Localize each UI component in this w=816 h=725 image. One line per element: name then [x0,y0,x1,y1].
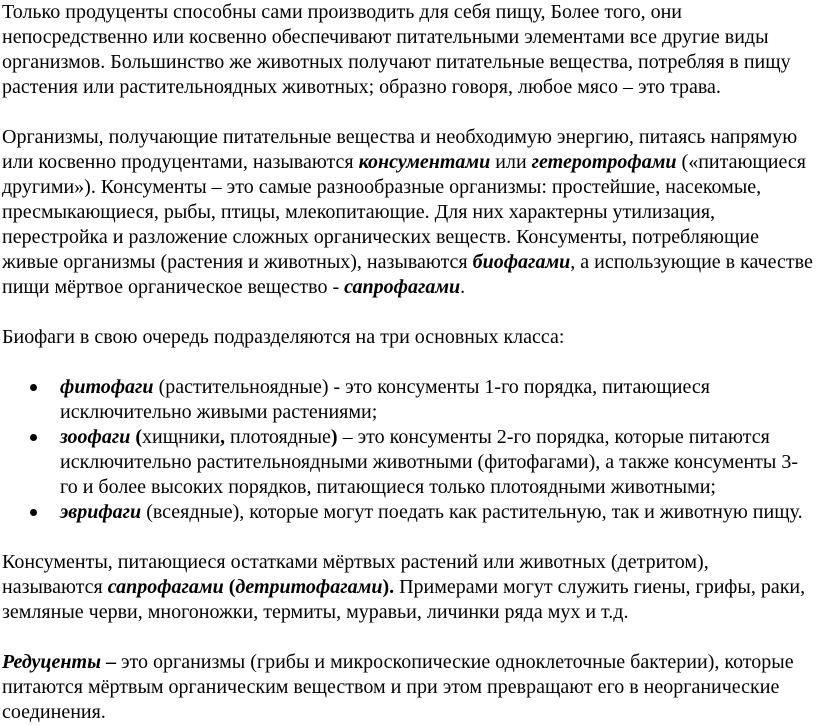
bullet-icon [30,384,37,391]
term-saprofagami: сапрофагами [344,276,461,298]
text-run: плотоядные [229,426,331,448]
text-run: ( [130,426,143,448]
blank-line [2,625,814,650]
text-run: . [460,276,466,298]
term-konsumentami: консументами [358,151,491,173]
text-run: ( [223,576,236,598]
text-run: – это консументы 2-го порядка, которые питаются исключительно растительноядными животными (фитофагами), а также консументы 3-го и более высоких порядков, питающиеся только плотоядными животными; [60,426,799,498]
list-item-evrifagi [2,500,814,525]
text-run: , [219,426,230,448]
paragraph-reducenty [2,650,814,725]
text-run: Организмы, получающие питательные вещества и необходимую энергию, питаясь напрямую или косвенно продуцентами, называются [2,126,798,173]
text-run: – [100,651,116,673]
term-evrifagi: эврифаги [60,501,142,523]
term-biofagami: биофагами [472,251,571,273]
text-run: Биофаги в свою очередь подразделяются на три основных класса: [2,326,565,348]
term-reducenty: Редуценты [2,651,101,673]
blank-line [2,300,814,325]
text-run: (растительноядные) - это консументы 1-го порядка, питающиеся исключительно живыми растениями; [60,376,710,423]
text-run: хищники [142,426,220,448]
text-run: Консументы, питающиеся остатками мёртвых растений или животных (детритом), называются [2,551,709,598]
paragraph-consumers [2,125,814,300]
blank-line [2,100,814,125]
text-run: , а использующие в качестве пищи мёртвое органическое вещество - [2,251,813,298]
text-run: («питающиеся другими»). Консументы – это самые разнообразные организмы: простейшие, насекомые, пресмыкающиеся, рыбы, птицы, млекопитающие. Для них характерны утилизация, перестройка и разложение сложных органических веществ. Консументы, потребляющие живые организмы (растения и животных), называются [2,151,806,273]
blank-line [2,350,814,375]
blank-line [2,525,814,550]
text-run: это организмы (грибы и микроскопические одноклеточные бактерии), которые питаются мёртвым органическим веществом и при этом превращают его в неорганические соединения. [2,651,794,723]
term-fitofagi: фитофаги [60,376,154,398]
biofagi-class-list [2,375,814,525]
term-saprofagami: сапрофагами [107,576,224,598]
term-geterotrofami: гетеротрофами [531,151,677,173]
paragraph-saprofagi [2,550,814,625]
paragraph-producers-text: Только продуценты способны сами производить для себя пищу, Более того, они непосредственно или косвенно обеспечивают питательными элементами все другие виды организмов. Большинство же животных получают питательные вещества, потребляя в пищу растения или растительноядных животных; образно говоря, любое мясо – это трава. [2,1,791,98]
text-run: Примерами могут служить гиены, грифы, раки, земляные черви, многоножки, термиты, муравьи, личинки ряда мух и т.д. [2,576,806,623]
bullet-icon [30,434,37,441]
bullet-icon [30,509,37,516]
text-run: (всеядные), которые могут поедать как растительную, так и животную пищу. [141,501,803,523]
text-run: ) [330,426,338,448]
term-zoofagi: зоофаги [60,426,131,448]
paragraph-producers [2,0,814,100]
text-run: или [490,151,532,173]
text-run: ). [382,576,395,598]
paragraph-biofagi-intro [2,325,814,350]
list-item-zoofagi [2,425,814,500]
list-item-fitofagi [2,375,814,425]
term-detritofagami: детритофагами [235,576,383,598]
